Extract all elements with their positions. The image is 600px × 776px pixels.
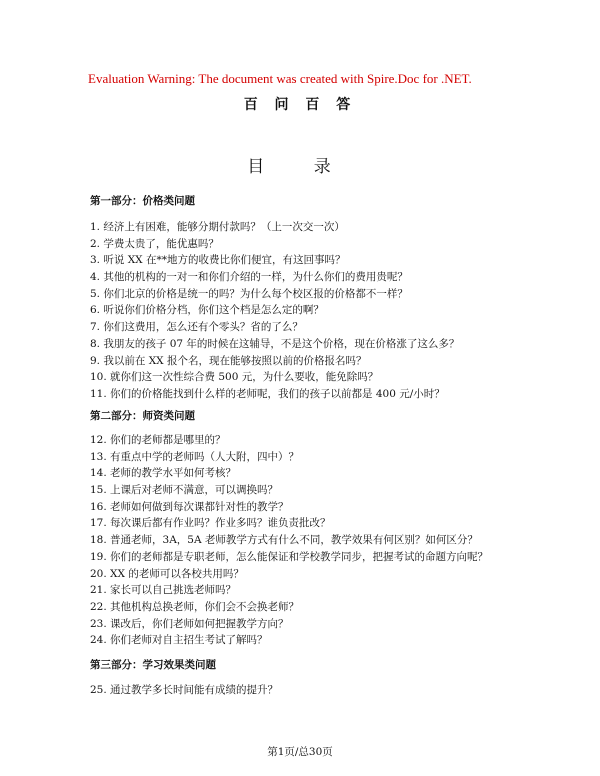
document-title: 百 问 百 答 [243, 97, 357, 113]
list-item: 19. 你们的老师都是专职老师，怎么能保证和学校教学同步，把握考试的命题方向呢？ [90, 550, 489, 563]
page-footer: 第1页/总30页 [267, 746, 333, 758]
list-item: 22. 其他机构总换老师，你们会不会换老师？ [90, 600, 300, 613]
question-list-results [90, 682, 278, 699]
list-item: 20. XX 的老师可以各校共用吗？ [90, 567, 244, 580]
list-item: 7. 你们这费用，怎么还有个零头？省的了么？ [90, 321, 303, 334]
question-list-teachers [90, 432, 488, 649]
list-item: 8. 我朋友的孩子 07 年的时候在这辅导，不是这个价格，现在价格涨了这么多？ [90, 337, 460, 350]
list-item: 2. 学费太贵了，能优惠吗？ [90, 237, 219, 250]
list-item: 5. 你们北京的价格是统一的吗？为什么每个校区报的价格都不一样？ [90, 287, 408, 300]
list-item: 11. 你们的价格能找到什么样的老师呢，我们的孩子以前都是 400 元/小时？ [90, 387, 445, 400]
list-item: 12. 你们的老师都是哪里的？ [90, 434, 226, 446]
section-heading: 第三部分：学习效果类问题 [90, 659, 216, 671]
list-item: 16. 老师如何做到每次课都针对性的教学？ [90, 500, 289, 513]
toc-heading: 目 录 [247, 157, 353, 177]
list-item: 24. 你们老师对自主招生考试了解吗？ [90, 634, 268, 647]
list-item: 4. 其他的机构的一对一和你们介绍的一样，为什么你们的费用贵呢？ [90, 271, 408, 284]
list-item: 17. 每次课后都有作业吗？作业多吗？谁负责批改？ [90, 517, 331, 530]
question-list-price [90, 219, 459, 403]
section-heading: 第二部分：师资类问题 [90, 410, 195, 422]
list-item: 23. 课改后，你们老师如何把握教学方向？ [90, 617, 289, 630]
list-item: 9. 我以前在 XX 报个名，现在能够按照以前的价格报名吗？ [90, 354, 367, 367]
list-item: 18. 普通老师，3A，5A 老师教学方式有什么不同，教学效果有何区别？如何区分？ [90, 534, 478, 547]
section-heading: 第一部分：价格类问题 [90, 195, 195, 207]
list-item: 3. 听说 XX 在**地方的收费比你们便宜，有这回事吗？ [90, 254, 346, 267]
list-item: 10. 就你们这一次性综合费 500 元，为什么要收，能免除吗？ [90, 371, 379, 384]
evaluation-warning: Evaluation Warning: The document was created with Spire.Doc for .NET. [88, 71, 472, 86]
list-item: 14. 老师的教学水平如何考核？ [90, 467, 237, 480]
list-item: 25. 通过教学多长时间能有成绩的提升？ [90, 684, 279, 696]
list-item: 21. 家长可以自己挑选老师吗？ [90, 584, 237, 597]
list-item: 13. 有重点中学的老师吗（人大附，四中）？ [90, 450, 300, 463]
list-item: 1. 经济上有困难，能够分期付款吗？（上一次交一次） [90, 221, 345, 233]
list-item: 15. 上课后对老师不满意，可以调换吗？ [90, 484, 279, 497]
list-item: 6. 听说你们价格分档，你们这个档是怎么定的啊？ [90, 304, 324, 317]
